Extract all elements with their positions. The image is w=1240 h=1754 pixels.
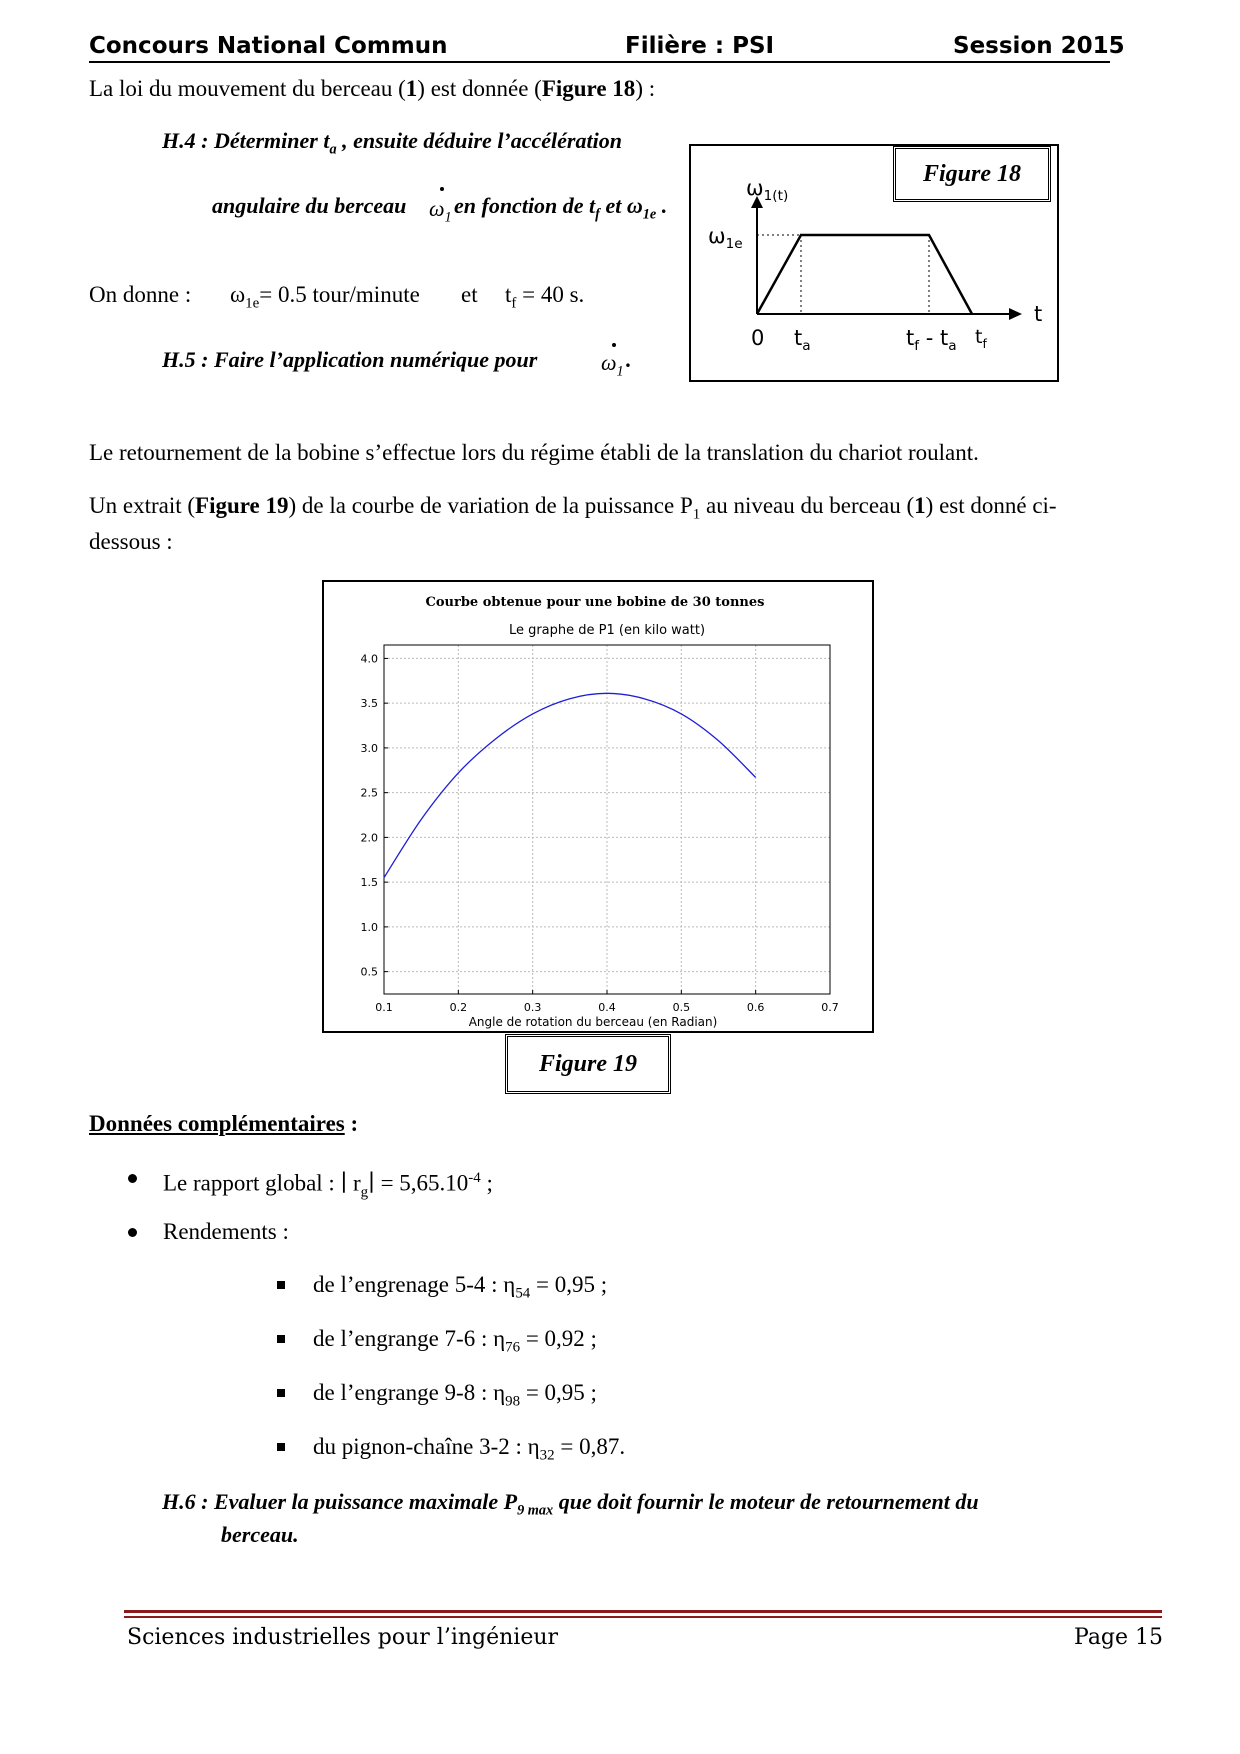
rendement-item: de l’engrange 7-6 : $\eta_{76} = 0,92$ ; [313, 1326, 597, 1356]
given-tf: $t_f = 40$ s. [505, 282, 585, 312]
square-bullet [277, 1443, 285, 1451]
fig18-tick-ta: $t_a$ [794, 326, 811, 355]
y-tick-label: 3.5 [360, 697, 378, 711]
y-tick-label: 1.5 [360, 876, 378, 890]
question-h4-omega: $\omega_1$ [429, 196, 452, 226]
header-right: Session 2015 [953, 33, 1125, 59]
square-bullet [277, 1281, 285, 1289]
figure-19-label: Figure 19 [505, 1034, 671, 1094]
x-tick-label: 0.5 [672, 1001, 691, 1014]
footer-rule-thin [124, 1616, 1162, 1618]
question-h6: H.6 : Evaluer la puissance maximale $P_{9 max}$ que doit fournir le moteur de retournement du [162, 1489, 979, 1519]
bullet-rapport [128, 1174, 137, 1183]
question-h5-omega: $\omega_1$ [601, 350, 624, 380]
question-h6-line2: berceau. [221, 1522, 299, 1547]
rendements-label: Rendements : [163, 1219, 289, 1244]
y-tick-label: 3.0 [360, 741, 378, 755]
y-tick-label: 2.5 [360, 786, 378, 800]
rapport-global: Le rapport global : ∣ $r_g∣ = 5,65.10^{-4}$ ; [163, 1170, 493, 1201]
footer-rule-thick [124, 1610, 1162, 1613]
rendement-item: du pignon-chaîne 3-2 : $\eta_{32} = 0,87$. [313, 1434, 626, 1464]
chart-title: Le graphe de P1 (en kilo watt) [508, 623, 706, 638]
y-tick-label: 0.5 [360, 965, 378, 979]
bullet-rendements [128, 1228, 137, 1237]
fig18-ylabel: $\omega_{1(t)}$ [746, 176, 789, 205]
header-rule [89, 61, 1110, 63]
power-chart [324, 582, 872, 1031]
footer-left: Sciences industrielles pour l’ingénieur [127, 1625, 559, 1650]
omega-dot-mark [440, 187, 444, 191]
data-section-title: Données complémentaires : [89, 1111, 359, 1136]
question-h5-end: . [626, 347, 632, 372]
given-label: On donne : [89, 282, 192, 307]
y-tick-label: 1.0 [360, 920, 378, 934]
question-h4-line1: H.4 : Déterminer $t_a$ , ensuite déduire l’accélération [162, 128, 622, 158]
paragraph-retournement: Le retournement de la bobine s’effectue lors du régime établi de la translation du chariot roulant. [89, 440, 979, 465]
x-tick-label: 0.6 [746, 1001, 765, 1014]
header-center: Filière : PSI [625, 33, 775, 59]
fig18-tick-tf: $t_f$ [975, 326, 987, 351]
figure-19-frame [322, 580, 874, 1033]
x-axis-arrow [1009, 308, 1022, 320]
question-h5: H.5 : Faire l’application numérique pour [162, 347, 538, 372]
fig18-w1e: $\omega_{1e}$ [708, 224, 743, 253]
x-axis-label: Angle de rotation du berceau (en Radian) [468, 1015, 718, 1029]
y-tick-label: 2.0 [360, 831, 378, 845]
x-tick-label: 0.7 [821, 1001, 839, 1014]
x-tick-label: 0.4 [598, 1001, 616, 1014]
footer-page-number: Page 15 [1074, 1625, 1164, 1650]
fig18-tick-0: 0 [751, 326, 765, 350]
question-h4-line2-end: en fonction de $t_f$ et $\omega_{1e}$ . [454, 193, 668, 223]
given-and: et [461, 282, 478, 307]
x-tick-label: 0.3 [523, 1001, 542, 1014]
figure-18-label: Figure 18 [893, 146, 1051, 202]
velocity-profile [757, 235, 972, 314]
x-tick-label: 0.2 [449, 1001, 468, 1014]
square-bullet [277, 1335, 285, 1343]
paragraph-extrait-line2: dessous : [89, 529, 173, 554]
x-tick-label: 0.1 [375, 1001, 393, 1014]
rendement-item: de l’engrenage 5-4 : $\eta_{54} = 0,95$ ; [313, 1272, 608, 1302]
figure-18-frame [689, 144, 1059, 382]
intro-line: La loi du mouvement du berceau (1) est donnée (Figure 18) : [89, 76, 656, 101]
omega-dot-mark-h5 [612, 343, 616, 347]
given-omega: $\omega_{1e}= 0.5$ tour/minute [230, 282, 420, 312]
fig18-tick-tf-ta: $t_f - t_a$ [906, 326, 957, 355]
rendement-item: de l’engrange 9-8 : $\eta_{98} = 0,95$ ; [313, 1380, 597, 1410]
fig18-t-axis: t [1034, 302, 1043, 326]
header-left: Concours National Commun [89, 33, 448, 59]
y-tick-label: 4.0 [360, 652, 378, 666]
question-h4-line2: angulaire du berceau [212, 193, 407, 218]
series-line-p1 [384, 693, 756, 877]
chart-heading: Courbe obtenue pour une bobine de 30 tonnes [425, 595, 765, 610]
square-bullet [277, 1389, 285, 1397]
paragraph-extrait: Un extrait (Figure 19) de la courbe de variation de la puissance $P_1$ au niveau du berceau (1) est donné ci- [89, 493, 1057, 523]
